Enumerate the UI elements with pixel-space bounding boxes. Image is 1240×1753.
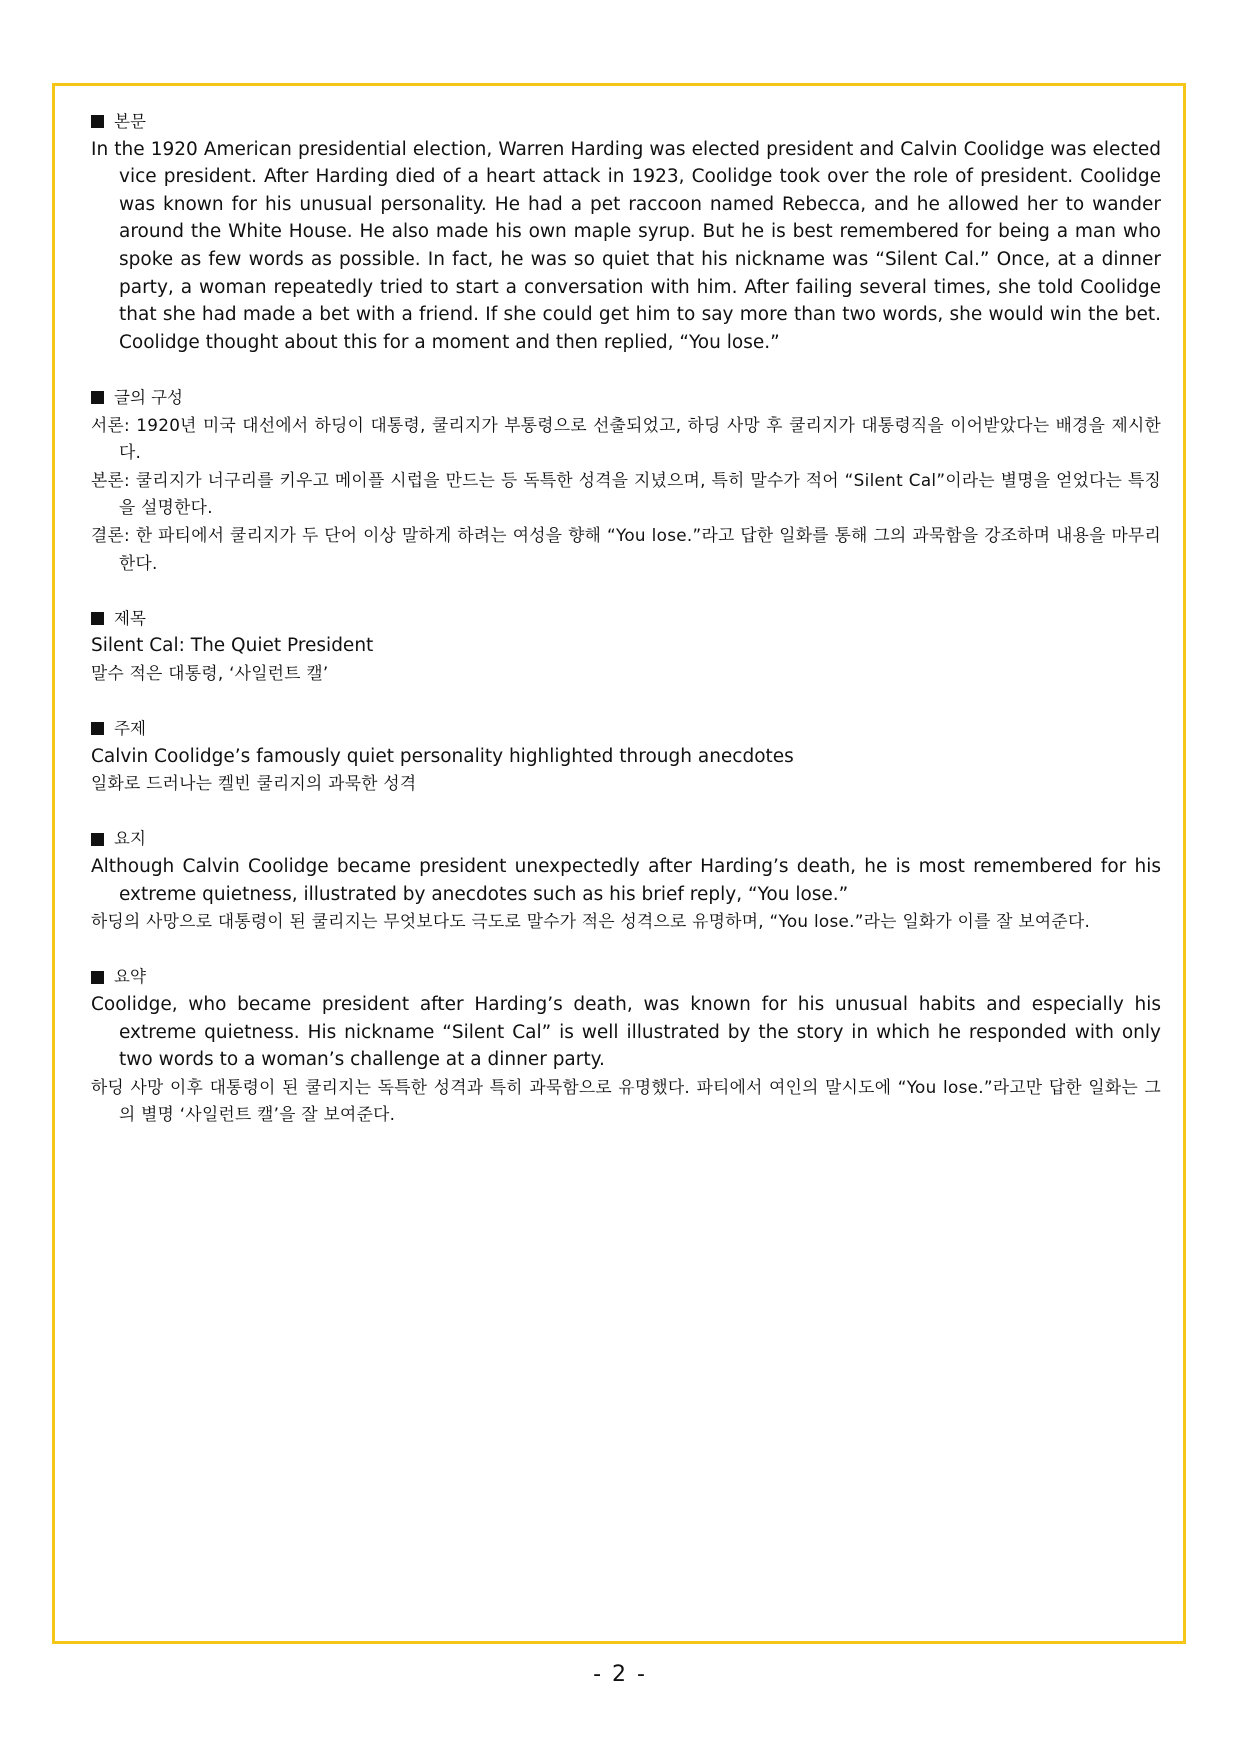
summary-korean: 하딩 사망 이후 대통령이 된 쿨리지는 독특한 성격과 특히 과묵함으로 유명했다. 파티에서 여인의 말시도에 “You lose.”라고만 답한 일화는 그의 별명 ‘사일런트 캘’을 잘 보여준다. [91, 1076, 1161, 1125]
section-body [91, 108, 1161, 356]
page-number: - 2 - [593, 1662, 647, 1687]
square-bullet-icon [91, 722, 104, 735]
document-content [91, 108, 1161, 1157]
theme-korean: 일화로 드러나는 켈빈 쿨리지의 과묵한 성격 [91, 773, 417, 794]
section-heading: 제목 [114, 608, 146, 628]
theme-english: Calvin Coolidge’s famously quiet personality highlighted through anecdotes [91, 745, 794, 767]
section-heading: 글의 구성 [114, 387, 184, 407]
gist-english: Although Calvin Coolidge became president unexpectedly after Harding’s death, he is most remembered for his extreme quietness, illustrated by anecdotes such as his brief reply, “You lose.” [91, 856, 1161, 905]
section-title [91, 605, 1161, 688]
title-english: Silent Cal: The Quiet President [91, 635, 374, 657]
title-korean: 말수 적은 대통령, ‘사일런트 캘’ [91, 662, 329, 683]
section-heading: 본문 [114, 112, 146, 131]
section-structure [91, 384, 1161, 577]
square-bullet-icon [91, 391, 104, 404]
square-bullet-icon [91, 833, 104, 846]
square-bullet-icon [91, 971, 104, 984]
square-bullet-icon [91, 115, 104, 128]
section-summary [91, 963, 1161, 1129]
summary-english: Coolidge, who became president after Harding’s death, was known for his unusual habits and especially his extreme quietness. His nickname “Silent Cal” is well illustrated by the story in which he responded with only two words to a woman’s challenge at a dinner party. [91, 994, 1161, 1071]
section-heading: 요지 [114, 829, 146, 849]
body-passage: In the 1920 American presidential election, Warren Harding was elected president and Calvin Coolidge was elected vice president. After Harding died of a heart attack in 1923, Coolidge took over the role of president. Coolidge was known for his unusual personality. He had a pet raccoon named Rebecca, and he allowed her to wander around the White House. He also made his own maple syrup. But he is best remembered for being a man who spoke as few words as possible. In fact, he was so quiet that his nickname was “Silent Cal.” Once, at a dinner party, a woman repeatedly tried to start a conversation with him. After failing several times, she told Coolidge that she had made a bet with a friend. If she could get him to say more than two words, she would win the bet. Coolidge thought about this for a moment and then replied, “You lose.” [91, 138, 1161, 353]
section-heading: 주제 [114, 719, 146, 739]
structure-intro: 서론: 1920년 미국 대선에서 하딩이 대통령, 쿨리지가 부통령으로 선출되었고, 하딩 사망 후 쿨리지가 대통령직을 이어받았다는 배경을 제시한다. [91, 414, 1161, 463]
structure-conclusion: 결론: 한 파티에서 쿨리지가 두 단어 이상 말하게 하려는 여성을 향해 “You lose.”라고 답한 일화를 통해 그의 과묵함을 강조하며 내용을 마무리한다. [91, 524, 1161, 573]
section-gist [91, 825, 1161, 935]
square-bullet-icon [91, 612, 104, 625]
section-heading: 요약 [114, 967, 146, 987]
gist-korean: 하딩의 사망으로 대통령이 된 쿨리지는 무엇보다도 극도로 말수가 적은 성격으로 유명하며, “You lose.”라는 일화가 이를 잘 보여준다. [91, 911, 1091, 932]
section-theme [91, 715, 1161, 798]
structure-main: 본론: 쿨리지가 너구리를 키우고 메이플 시럽을 만드는 등 독특한 성격을 지녔으며, 특히 말수가 적어 “Silent Cal”이라는 별명을 얻었다는 특징을 설명한다. [91, 469, 1161, 518]
